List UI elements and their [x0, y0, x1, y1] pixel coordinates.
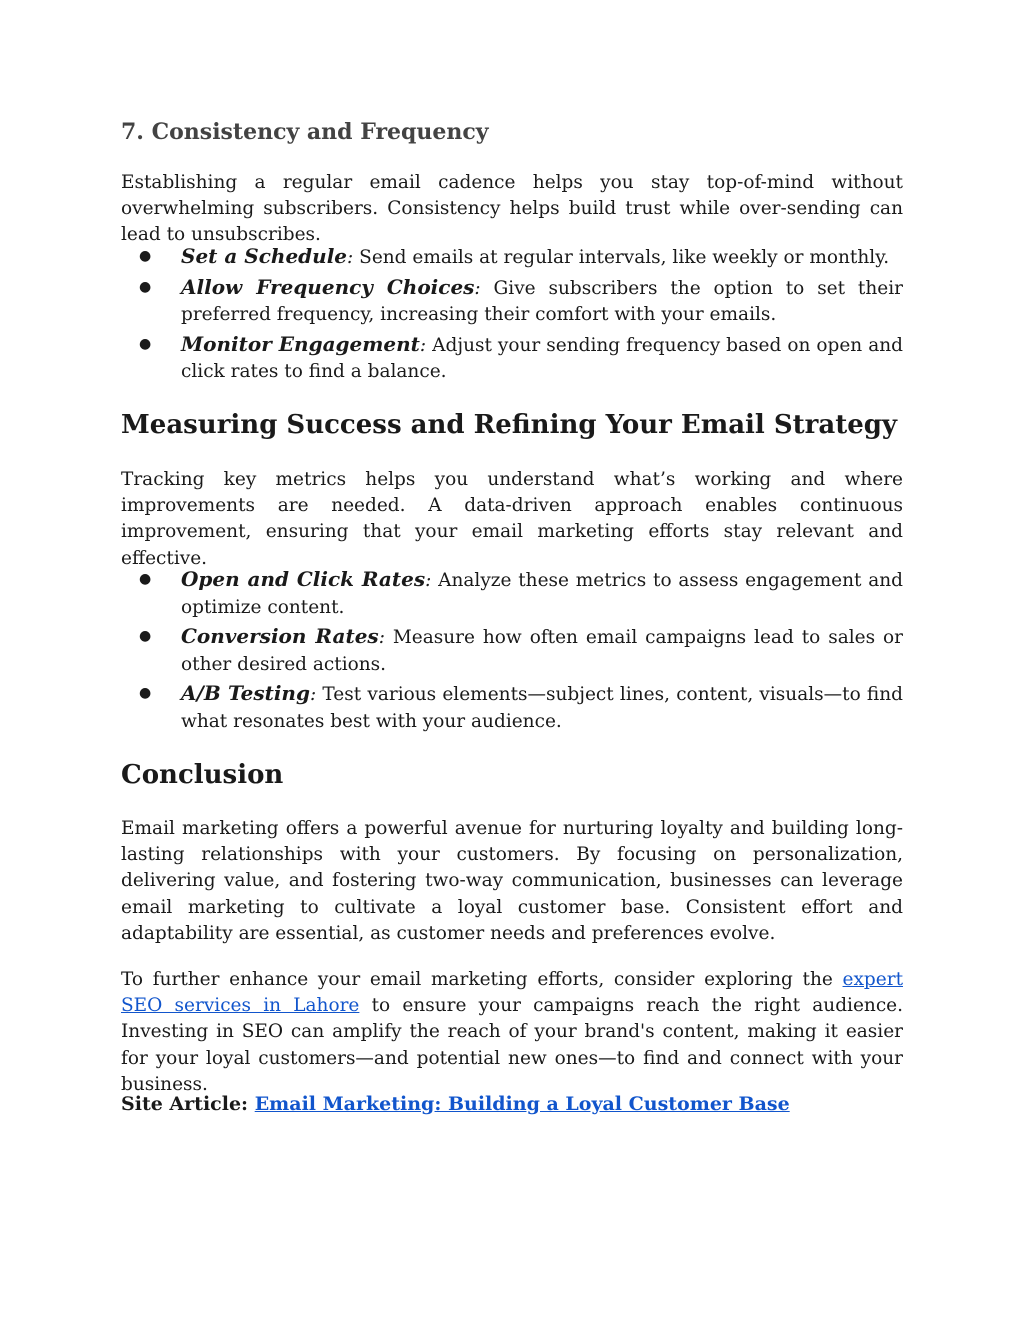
- bullet-icon: ●: [139, 628, 152, 644]
- seo-paragraph-text-after: to ensure your campaigns reach the right audience. Investing in SEO can amplify the reach of your brand's content, making it easier for your loyal customers—and potential new ones—to find and connect with your business.: [121, 995, 904, 1095]
- list-item-term: Monitor Engagement: [181, 331, 420, 356]
- list-item: [121, 274, 903, 329]
- bullet-icon: ●: [139, 248, 152, 264]
- list-item-term: Conversion Rates: [181, 624, 379, 648]
- list-item-text: Adjust your sending frequency based on open and click rates to find a balance.: [181, 334, 903, 382]
- bullet-icon: ●: [139, 685, 152, 701]
- bullet-icon: ●: [139, 335, 152, 352]
- list-item-colon: :: [309, 684, 317, 705]
- expert-seo-link[interactable]: expert SEO services in Lahore: [121, 969, 903, 1017]
- seo-paragraph: [121, 967, 903, 1098]
- list-item-text: Send emails at regular intervals, like weekly or monthly.: [353, 247, 890, 268]
- section-heading-measuring: Measuring Success and Refining Your Email Strategy: [121, 410, 898, 440]
- list-item-term: A/B Testing: [181, 681, 310, 705]
- list-item-colon: :: [347, 247, 354, 268]
- list-item: [121, 566, 903, 621]
- list-item-text: Analyze these metrics to assess engagement and optimize content.: [181, 570, 903, 618]
- list-item-colon: :: [378, 627, 385, 648]
- site-article-label: Site Article:: [121, 1093, 249, 1115]
- list-item-term: Set a Schedule: [181, 244, 348, 268]
- list-item: [121, 331, 903, 386]
- section-heading-conclusion: Conclusion: [121, 760, 284, 790]
- list-item-term: Allow Frequency Choices: [181, 274, 475, 299]
- measuring-list: [121, 566, 903, 737]
- bullet-icon: ●: [139, 278, 152, 295]
- list-item-colon: :: [425, 570, 432, 591]
- section-heading-consistency: 7. Consistency and Frequency: [121, 119, 489, 145]
- bullet-icon: ●: [139, 571, 152, 587]
- list-item-text: Measure how often email campaigns lead to sales or other desired actions.: [181, 627, 903, 675]
- measuring-intro: Tracking key metrics helps you understand what’s working and where improvements are needed. A data-driven approach enables continuous improvement, ensuring that your email marketing efforts stay relevant and effective.: [121, 469, 903, 569]
- list-item: [121, 243, 903, 272]
- list-item: [121, 680, 903, 735]
- list-item-colon: :: [474, 277, 481, 299]
- list-item: [121, 623, 903, 678]
- seo-paragraph-text-before: To further enhance your email marketing efforts, consider exploring the: [121, 969, 843, 990]
- list-item-text: Give subscribers the option to set their preferred frequency, increasing their comfort with your emails.: [181, 277, 903, 325]
- list-item-colon: :: [419, 334, 427, 356]
- conclusion-paragraph: Email marketing offers a powerful avenue for nurturing loyalty and building long-lasting relationships with your customers. By focusing on personalization, delivering value, and fostering two-way communication, businesses can leverage email marketing to cultivate a loyal customer base. Consistent effort and adaptability are essential, as customer needs and preferences evolve.: [121, 818, 903, 944]
- site-article-line: [121, 1093, 790, 1115]
- consistency-intro: Establishing a regular email cadence helps you stay top-of-mind without overwhelming subscribers. Consistency helps build trust while over-sending can lead to unsubscribes.: [121, 172, 903, 246]
- consistency-list: [121, 243, 903, 388]
- list-item-term: Open and Click Rates: [181, 567, 426, 591]
- site-article-link[interactable]: Email Marketing: Building a Loyal Customer Base: [254, 1093, 790, 1115]
- list-item-text: Test various elements—subject lines, content, visuals—to find what resonates best with your audience.: [181, 684, 904, 732]
